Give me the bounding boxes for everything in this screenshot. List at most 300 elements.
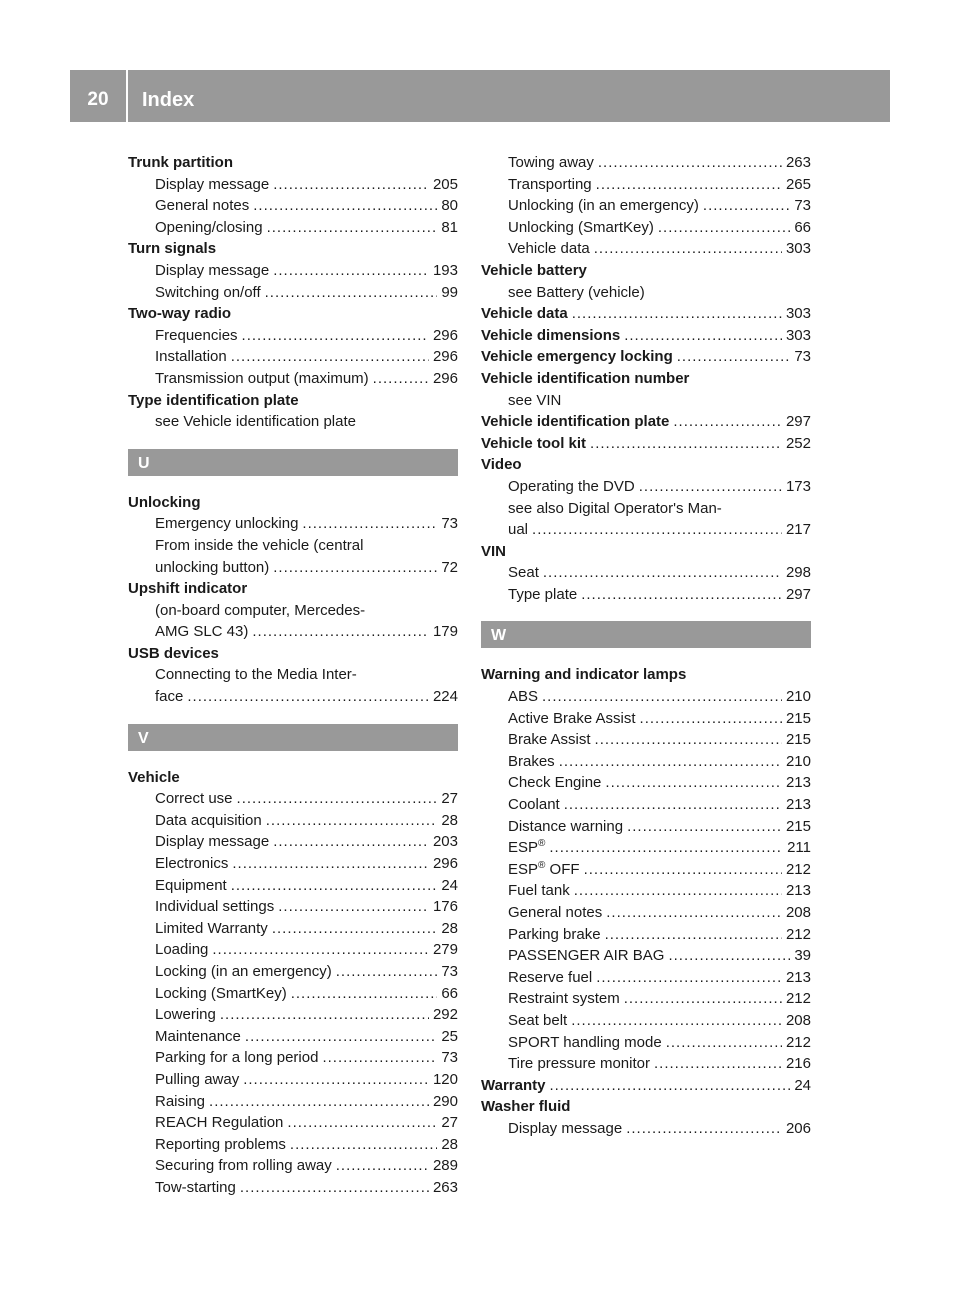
index-entry [481, 433, 811, 455]
index-subentry [128, 1155, 458, 1177]
index-subentry [481, 988, 811, 1010]
dot-leader [673, 411, 782, 433]
page-reference: 99 [441, 283, 458, 301]
dot-leader [624, 988, 782, 1010]
page-reference: 205 [432, 175, 458, 193]
dot-leader [212, 939, 429, 961]
index-subentry [481, 859, 811, 881]
entry-label: Unlocking (in an emergency) [508, 197, 699, 215]
dot-leader [572, 303, 782, 325]
dot-leader [272, 918, 438, 940]
index-subentry [128, 664, 458, 686]
index-subentry [128, 918, 458, 940]
index-subentry [481, 1118, 811, 1140]
dot-leader [590, 433, 782, 455]
index-subentry [128, 983, 458, 1005]
index-subentry [481, 195, 811, 217]
page-reference: 265 [785, 175, 811, 193]
page-reference: 252 [785, 434, 811, 452]
page-reference: 298 [785, 564, 811, 582]
entry-label: USB devices [128, 644, 219, 662]
index-entry [481, 1075, 811, 1097]
index-subentry [481, 967, 811, 989]
entry-label: Display message [155, 833, 270, 851]
entry-label: Individual settings [155, 898, 275, 916]
entry-label: Vehicle emergency locking [481, 348, 673, 366]
page-reference: 297 [785, 585, 811, 603]
dot-leader [598, 152, 782, 174]
dot-leader [543, 562, 782, 584]
entry-label: Maintenance [155, 1027, 241, 1045]
page-reference: 292 [432, 1006, 458, 1024]
dot-leader [654, 1053, 782, 1075]
entry-label: Vehicle identification plate [481, 413, 670, 431]
dot-leader [596, 174, 782, 196]
entry-label: Emergency unlocking [155, 515, 299, 533]
dot-leader [594, 238, 782, 260]
page-reference: 210 [785, 752, 811, 770]
entry-label: Parking for a long period [155, 1049, 319, 1067]
index-subentry [128, 939, 458, 961]
index-subentry [481, 794, 811, 816]
entry-label: Vehicle identification number [481, 369, 690, 387]
entry-label: VIN [481, 542, 507, 560]
entry-label: Securing from rolling away [155, 1157, 332, 1175]
index-entry [481, 368, 811, 390]
page-reference: 303 [785, 305, 811, 323]
dot-leader [605, 772, 782, 794]
page-reference: 212 [785, 990, 811, 1008]
entry-label: Vehicle data [508, 240, 590, 258]
page-reference: 66 [794, 218, 811, 236]
entry-label: Lowering [155, 1006, 216, 1024]
index-subentry [128, 853, 458, 875]
index-subentry [128, 1004, 458, 1026]
index-subentry [481, 945, 811, 967]
index-subentry [128, 260, 458, 282]
page-reference: 213 [785, 796, 811, 814]
page-reference: 206 [785, 1119, 811, 1137]
dot-leader [658, 217, 790, 239]
dot-leader [265, 282, 438, 304]
dot-leader [596, 967, 782, 989]
entry-label: ESP® [508, 838, 546, 857]
index-subentry [481, 519, 811, 541]
index-column-right [481, 152, 811, 1140]
entry-label: Type identification plate [128, 391, 299, 409]
page-reference: 211 [787, 839, 811, 857]
page-title: Index [142, 89, 195, 111]
dot-leader [273, 557, 437, 579]
index-subentry [128, 1177, 458, 1199]
dot-leader [278, 896, 429, 918]
index-subentry [481, 476, 811, 498]
page-reference: 72 [441, 558, 458, 576]
dot-leader [209, 1091, 429, 1113]
entry-label: unlocking button) [155, 558, 270, 576]
section-letter-heading: U [128, 449, 458, 476]
index-subentry [128, 1069, 458, 1091]
entry-label: ual [508, 521, 529, 539]
index-subentry [128, 600, 458, 622]
index-entry [128, 303, 458, 325]
dot-leader [677, 346, 791, 368]
page-reference: 173 [785, 477, 811, 495]
dot-leader [267, 217, 438, 239]
entry-label: Loading [155, 941, 209, 959]
page-reference: 303 [785, 240, 811, 258]
dot-leader [245, 1026, 437, 1048]
entry-label: see Vehicle identification plate [155, 413, 356, 431]
page-reference: 279 [432, 941, 458, 959]
entry-label: Reserve fuel [508, 968, 593, 986]
index-entry [481, 454, 811, 476]
page-reference: 193 [432, 261, 458, 279]
dot-leader [322, 1047, 437, 1069]
entry-label: Switching on/off [155, 283, 261, 301]
dot-leader [242, 325, 429, 347]
page-reference: 80 [441, 197, 458, 215]
index-subentry [481, 562, 811, 584]
entry-label: Type plate [508, 585, 578, 603]
index-subentry [481, 708, 811, 730]
page-reference: 296 [432, 348, 458, 366]
dot-leader [273, 260, 429, 282]
page-reference: 215 [785, 709, 811, 727]
entry-label: Seat belt [508, 1011, 568, 1029]
index-subentry [481, 498, 811, 520]
index-entry [128, 152, 458, 174]
header-divider [126, 70, 128, 122]
entry-label: Two-way radio [128, 305, 232, 323]
entry-label: Limited Warranty [155, 919, 268, 937]
dot-leader [564, 794, 782, 816]
entry-label: SPORT handling mode [508, 1033, 662, 1051]
index-subentry [128, 686, 458, 708]
entry-label: Upshift indicator [128, 580, 248, 598]
entry-label: Vehicle dimensions [481, 326, 621, 344]
dot-leader [220, 1004, 429, 1026]
dot-leader [532, 519, 782, 541]
entry-label: Distance warning [508, 817, 624, 835]
index-subentry [128, 217, 458, 239]
index-entry [128, 492, 458, 514]
entry-label: Tow-starting [155, 1178, 236, 1196]
section-letter-heading: W [481, 621, 811, 648]
index-subentry [128, 411, 458, 433]
entry-label: Display message [508, 1119, 623, 1137]
entry-label: Operating the DVD [508, 477, 635, 495]
page-reference: 25 [441, 1027, 458, 1045]
dot-leader [273, 174, 429, 196]
dot-leader [581, 584, 782, 606]
index-subentry [128, 788, 458, 810]
page-reference: 39 [794, 947, 811, 965]
page-reference: 263 [785, 154, 811, 171]
entry-label: REACH Regulation [155, 1114, 284, 1132]
dot-leader [668, 945, 790, 967]
dot-leader [237, 788, 438, 810]
dot-leader [627, 816, 782, 838]
entry-label: Parking brake [508, 925, 601, 943]
page-reference: 24 [794, 1076, 811, 1094]
index-subentry [128, 557, 458, 579]
page-reference: 73 [794, 348, 811, 366]
entry-label: Towing away [508, 154, 594, 171]
page-reference: 120 [432, 1070, 458, 1088]
dot-leader [571, 1010, 782, 1032]
entry-label: Pulling away [155, 1070, 240, 1088]
entry-label: Video [481, 456, 522, 474]
dot-leader [302, 513, 437, 535]
page-reference: 73 [441, 963, 458, 980]
page-reference: 28 [441, 919, 458, 937]
index-entry [481, 325, 811, 347]
dot-leader [252, 621, 429, 643]
entry-label: Check Engine [508, 774, 602, 792]
index-entry [481, 303, 811, 325]
page-reference: 212 [785, 1033, 811, 1051]
index-subentry [128, 1047, 458, 1069]
index-subentry [128, 621, 458, 643]
entry-label: Trunk partition [128, 154, 233, 171]
entry-label: Data acquisition [155, 811, 262, 829]
dot-leader [232, 853, 429, 875]
index-subentry [481, 152, 811, 174]
dot-leader [231, 346, 429, 368]
page-reference: 296 [432, 855, 458, 873]
index-entry [481, 664, 811, 686]
page-reference: 28 [441, 1135, 458, 1153]
dot-leader [231, 875, 438, 897]
index-subentry [128, 325, 458, 347]
index-subentry [481, 837, 811, 859]
page-reference: 73 [441, 1049, 458, 1067]
index-subentry [481, 729, 811, 751]
page-reference: 27 [441, 790, 458, 808]
entry-label: Turn signals [128, 240, 217, 258]
page-header [70, 70, 890, 122]
page-reference: 216 [785, 1055, 811, 1073]
page-reference: 296 [432, 369, 458, 387]
dot-leader [373, 368, 429, 390]
entry-label: Unlocking [128, 493, 201, 511]
index-subentry [128, 346, 458, 368]
entry-label: Vehicle tool kit [481, 434, 587, 452]
entry-label: Warranty [481, 1076, 546, 1094]
page-reference: 212 [785, 925, 811, 943]
entry-label: Raising [155, 1092, 206, 1110]
page-reference: 303 [785, 326, 811, 344]
page-reference: 212 [785, 860, 811, 878]
index-subentry [128, 896, 458, 918]
index-subentry [481, 1010, 811, 1032]
dot-leader [626, 1118, 782, 1140]
dot-leader [574, 880, 782, 902]
entry-label: see Battery (vehicle) [508, 283, 645, 301]
entry-label: Seat [508, 564, 539, 582]
index-entry [481, 260, 811, 282]
page-number: 20 [87, 89, 109, 110]
dot-leader [266, 810, 438, 832]
entry-label: From inside the vehicle (central [155, 536, 364, 554]
entry-label: Display message [155, 261, 270, 279]
entry-label: see VIN [508, 391, 562, 409]
entry-label: Washer fluid [481, 1098, 571, 1116]
dot-leader [243, 1069, 429, 1091]
entry-label: ESP® OFF [508, 859, 580, 878]
index-subentry [481, 174, 811, 196]
page-reference: 263 [432, 1178, 458, 1196]
entry-label: Brake Assist [508, 731, 591, 749]
index-subentry [481, 880, 811, 902]
dot-leader [666, 1032, 782, 1054]
entry-label: Frequencies [155, 326, 238, 344]
dot-leader [584, 859, 782, 881]
section-letter-heading: V [128, 724, 458, 751]
page-reference: 203 [432, 833, 458, 851]
page-reference: 24 [441, 876, 458, 894]
entry-label: AMG SLC 43) [155, 623, 249, 641]
index-subentry [481, 751, 811, 773]
entry-label: Brakes [508, 752, 555, 770]
index-subentry [128, 831, 458, 853]
entry-label: Locking (SmartKey) [155, 984, 287, 1002]
page-reference: 213 [785, 774, 811, 792]
entry-label: Vehicle [128, 768, 180, 786]
page-reference: 215 [785, 731, 811, 749]
index-subentry [481, 584, 811, 606]
page-reference: 73 [794, 197, 811, 215]
index-subentry [128, 368, 458, 390]
dot-leader [639, 476, 782, 498]
entry-label: Coolant [508, 796, 560, 814]
entry-label: Opening/closing [155, 218, 263, 236]
index-entry [128, 390, 458, 412]
page-reference: 66 [441, 984, 458, 1002]
page-reference: 28 [441, 811, 458, 829]
dot-leader [291, 983, 438, 1005]
dot-leader [336, 961, 438, 983]
entry-label: General notes [508, 904, 603, 921]
entry-label: ABS [508, 688, 539, 706]
index-subentry [128, 513, 458, 535]
page-reference: 208 [785, 904, 811, 921]
entry-label: General notes [155, 197, 250, 215]
entry-label: Equipment [155, 876, 227, 894]
page-reference: 213 [785, 968, 811, 986]
entry-label: see also Digital Operator's Man- [508, 499, 722, 517]
index-column-left [128, 152, 458, 1199]
index-subentry [128, 810, 458, 832]
index-subentry [128, 195, 458, 217]
entry-label: Unlocking (SmartKey) [508, 218, 654, 236]
entry-label: Installation [155, 348, 227, 366]
index-subentry [481, 282, 811, 304]
entry-label: Fuel tank [508, 882, 570, 900]
index-subentry [128, 1134, 458, 1156]
index-subentry [481, 902, 811, 924]
dot-leader [640, 708, 782, 730]
entry-label: Warning and indicator lamps [481, 666, 687, 684]
dot-leader [287, 1112, 437, 1134]
index-subentry [481, 772, 811, 794]
entry-label: Vehicle data [481, 305, 568, 323]
page-reference: 81 [441, 218, 458, 236]
page-reference: 297 [785, 413, 811, 431]
index-subentry [128, 282, 458, 304]
page-reference: 213 [785, 882, 811, 900]
dot-leader [549, 837, 783, 859]
index-entry [481, 541, 811, 563]
page-reference: 289 [432, 1157, 458, 1175]
dot-leader [240, 1177, 429, 1199]
page-reference: 27 [441, 1114, 458, 1132]
entry-label: PASSENGER AIR BAG [508, 947, 665, 965]
dot-leader [703, 195, 790, 217]
index-subentry [128, 1112, 458, 1134]
page-reference: 179 [432, 623, 458, 641]
index-subentry [481, 686, 811, 708]
index-subentry [481, 217, 811, 239]
entry-label: face [155, 688, 184, 706]
dot-leader [595, 729, 782, 751]
entry-label: Electronics [155, 855, 229, 873]
index-subentry [481, 238, 811, 260]
page-reference: 215 [785, 817, 811, 835]
page-reference: 217 [785, 521, 811, 539]
index-subentry [481, 924, 811, 946]
page-reference: 296 [432, 326, 458, 344]
entry-label: Active Brake Assist [508, 709, 636, 727]
dot-leader [605, 924, 782, 946]
dot-leader [273, 831, 429, 853]
dot-leader [542, 686, 782, 708]
dot-leader [187, 686, 429, 708]
dot-leader [253, 195, 437, 217]
page-reference: 224 [432, 688, 458, 706]
entry-label: Connecting to the Media Inter- [155, 666, 357, 684]
entry-label: Restraint system [508, 990, 620, 1008]
dot-leader [624, 325, 782, 347]
page-reference: 290 [432, 1092, 458, 1110]
dot-leader [549, 1075, 790, 1097]
index-entry [481, 1096, 811, 1118]
entry-label: Display message [155, 175, 270, 193]
dot-leader [336, 1155, 429, 1177]
index-entry [128, 643, 458, 665]
index-subentry [481, 390, 811, 412]
index-subentry [128, 875, 458, 897]
index-entry [481, 411, 811, 433]
entry-label: Vehicle battery [481, 261, 587, 279]
page-reference: 208 [785, 1011, 811, 1029]
index-entry [128, 767, 458, 789]
index-entry [481, 346, 811, 368]
entry-label: (on-board computer, Mercedes- [155, 601, 366, 619]
entry-label: Tire pressure monitor [508, 1055, 650, 1073]
index-subentry [128, 961, 458, 983]
index-subentry [481, 1032, 811, 1054]
page-reference: 73 [441, 515, 458, 533]
index-subentry [128, 174, 458, 196]
index-subentry [481, 816, 811, 838]
page-reference: 176 [432, 898, 458, 916]
entry-label: Transmission output (maximum) [155, 369, 369, 387]
index-subentry [481, 1053, 811, 1075]
index-entry [128, 578, 458, 600]
dot-leader [559, 751, 782, 773]
